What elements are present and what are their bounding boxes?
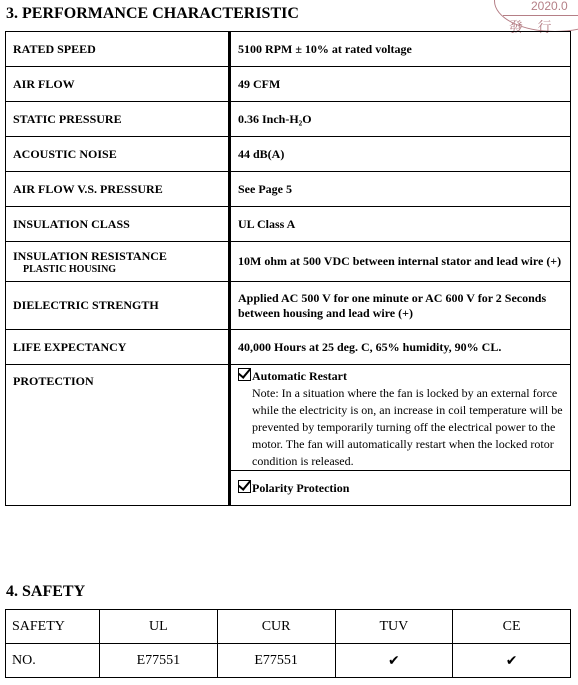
table-row <box>6 102 571 137</box>
polarity-title: Polarity Protection <box>252 481 350 495</box>
row-label-protection: PROTECTION <box>6 365 230 506</box>
stamp-text: 發 行 <box>509 20 557 36</box>
tuv-check-icon: ✔ <box>335 644 453 678</box>
checkbox-checked-icon <box>238 480 251 493</box>
table-row <box>6 282 571 330</box>
stamp-year: 2020.0 <box>531 0 568 13</box>
row-label-air-flow-vs-pressure: AIR FLOW V.S. PRESSURE <box>6 172 230 207</box>
auto-restart-cell <box>230 365 571 471</box>
table-row <box>6 242 571 282</box>
row-label-dielectric-strength: DIELECTRIC STRENGTH <box>6 282 230 330</box>
row-value-insulation-resistance: 10M ohm at 500 VDC between internal stator and lead wire (+) <box>230 242 571 282</box>
table-row <box>6 137 571 172</box>
ce-check-icon: ✔ <box>453 644 571 678</box>
table-row <box>6 365 571 471</box>
row-value-rated-speed: 5100 RPM ± 10% at rated voltage <box>230 32 571 67</box>
table-row <box>6 330 571 365</box>
row-value-dielectric-strength: Applied AC 500 V for one minute or AC 600 V for 2 Seconds between housing and lead wire (+) <box>230 282 571 330</box>
row-value-air-flow-vs-pressure: See Page 5 <box>230 172 571 207</box>
safety-header-ce: CE <box>453 610 571 644</box>
safety-heading: 4. SAFETY <box>6 583 86 600</box>
performance-heading: 3. PERFORMANCE CHARACTERISTIC <box>6 5 299 22</box>
auto-restart-note: Note: In a situation where the fan is locked by an external force while the electricity is on, an increase in coil temperature will be prevented by temporarily turning off the electrical power to the motor. The fan will automatically restart when the locked rotor condition is released. <box>252 386 563 468</box>
safety-header-cur: CUR <box>217 610 335 644</box>
row-label-static-pressure: STATIC PRESSURE <box>6 102 230 137</box>
row-label-insulation-class: INSULATION CLASS <box>6 207 230 242</box>
polarity-cell <box>230 471 571 506</box>
checkbox-checked-icon <box>238 368 251 381</box>
table-row <box>6 32 571 67</box>
performance-table <box>5 31 571 506</box>
auto-restart-title: Automatic Restart <box>252 369 347 383</box>
safety-number-row <box>6 644 571 678</box>
row-value-acoustic-noise: 44 dB(A) <box>230 137 571 172</box>
table-row <box>6 207 571 242</box>
row-value-insulation-class: UL Class A <box>230 207 571 242</box>
safety-table <box>5 609 571 678</box>
row-label-insulation-resistance <box>6 242 230 282</box>
safety-row-label: NO. <box>6 644 100 678</box>
safety-header-label: SAFETY <box>6 610 100 644</box>
table-row <box>6 67 571 102</box>
stamp-divider <box>503 15 578 16</box>
row-value-static-pressure: 0.36 Inch-H₂O <box>230 102 571 137</box>
approval-stamp <box>494 0 578 36</box>
row-label-acoustic-noise: ACOUSTIC NOISE <box>6 137 230 172</box>
row-label-rated-speed: RATED SPEED <box>6 32 230 67</box>
table-row <box>6 172 571 207</box>
safety-header-tuv: TUV <box>335 610 453 644</box>
safety-cur-number: E77551 <box>217 644 335 678</box>
safety-header-ul: UL <box>100 610 218 644</box>
safety-ul-number: E77551 <box>100 644 218 678</box>
insulation-resistance-sublabel: PLASTIC HOUSING <box>23 263 117 275</box>
row-label-air-flow: AIR FLOW <box>6 67 230 102</box>
row-value-air-flow: 49 CFM <box>230 67 571 102</box>
row-value-life-expectancy: 40,000 Hours at 25 deg. C, 65% humidity, 90% CL. <box>230 330 571 365</box>
insulation-resistance-label: INSULATION RESISTANCE <box>13 248 167 263</box>
row-label-life-expectancy: LIFE EXPECTANCY <box>6 330 230 365</box>
safety-header-row <box>6 610 571 644</box>
